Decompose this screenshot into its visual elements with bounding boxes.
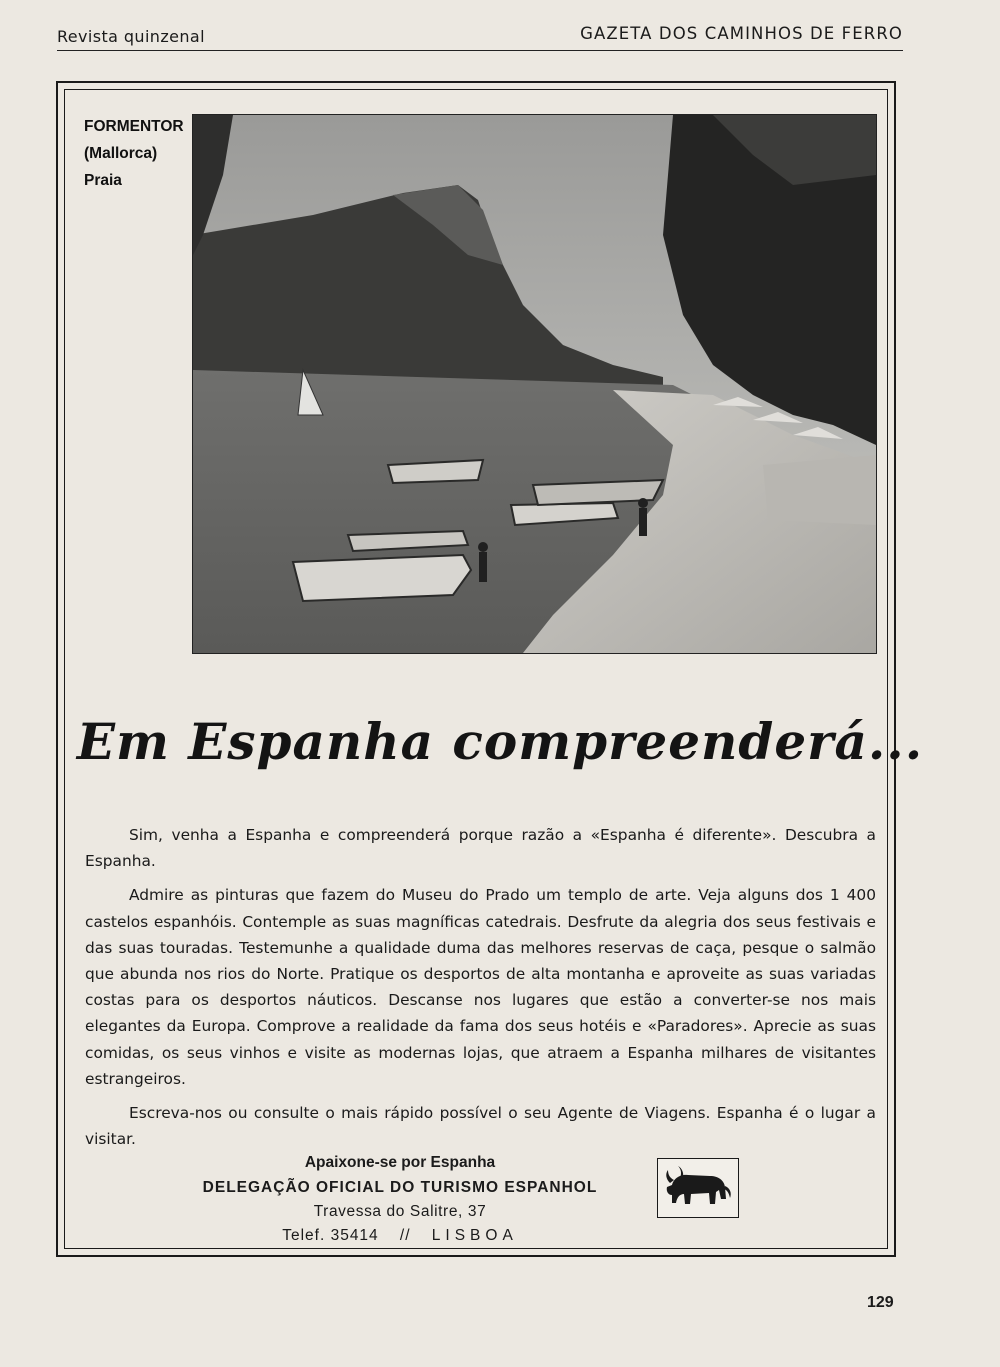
separator: // [399, 1227, 411, 1244]
paragraph-call-to-action: Escreva-nos ou consulte o mais rápido possível o seu Agente de Viagens. Espanha é o lugar a visitar. [85, 1104, 876, 1149]
motorboat-distant [388, 460, 483, 483]
motorboat-front [293, 555, 471, 601]
bather [478, 542, 488, 552]
contact-block [190, 1150, 610, 1248]
beach-fence [763, 455, 876, 525]
city: LISBOA [431, 1227, 518, 1244]
page-number: 129 [867, 1294, 894, 1311]
walker [638, 498, 648, 508]
phone-line [190, 1224, 610, 1248]
caption-region: (Mallorca) [84, 145, 158, 162]
organization-name: DELEGAÇÃO OFICIAL DO TURISMO ESPANHOL [202, 1179, 598, 1196]
running-head-right: GAZETA DOS CAMINHOS DE FERRO [580, 24, 903, 43]
paragraph-intro: Sim, venha a Espanha e compreenderá porque razão a «Espanha é diferente». Descubra a Espanha. [85, 826, 876, 871]
advert-body [85, 822, 876, 1160]
phone-number: Telef. 35414 [282, 1227, 379, 1244]
beach-photo-illustration [193, 115, 876, 653]
caption-subject: Praia [84, 172, 122, 189]
header-rule [57, 50, 903, 51]
tagline: Apaixone-se por Espanha [304, 1154, 496, 1171]
beach-photo [192, 114, 877, 654]
caption-place: FORMENTOR [84, 118, 184, 135]
slogan: Em Espanha compreenderá... [76, 712, 924, 771]
walker-body [639, 508, 647, 536]
bather-body [479, 552, 487, 582]
street-address: Travessa do Salitre, 37 [313, 1203, 487, 1220]
photo-caption [84, 113, 184, 194]
running-head-left: Revista quinzenal [57, 27, 205, 46]
paragraph-attractions: Admire as pinturas que fazem do Museu do Prado um templo de arte. Veja alguns dos 1 400 castelos espanhóis. Contemple as suas magníficas catedrais. Desfrute da alegria dos seus festivais e das suas touradas. Testemunhe a qualidade duma das melhores reservas de caça, pesque o salmão que abunda nos rios do Norte. Pratique os desportos de alta montanha e aproveite as suas variadas costas para os desportos náuticos. Descanse nos lugares que estão a converter-se nos mais elegantes da Europa. Comprove a realidade da fama dos seus hotéis e «Paradores». Aprecie as suas comidas, os seus vinhos e visite as modernas lojas, que atraem a Espanha milhares de visitantes estrangeiros. [85, 886, 876, 1088]
bull-icon [657, 1158, 739, 1218]
